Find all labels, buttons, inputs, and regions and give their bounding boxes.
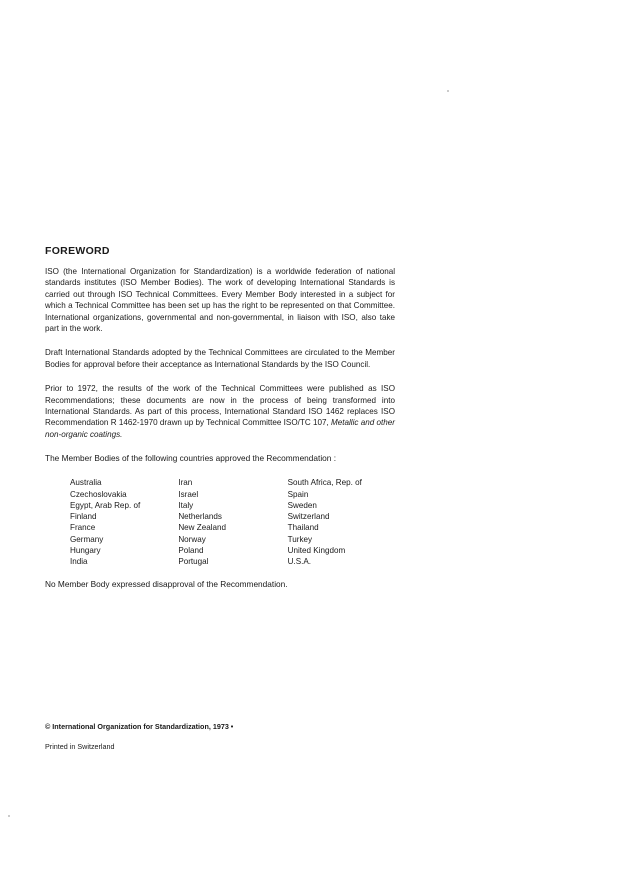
- country-item: France: [70, 523, 96, 533]
- country-column-2: [178, 477, 287, 567]
- country-item: Switzerland: [287, 512, 330, 522]
- country-item: Netherlands: [178, 512, 222, 522]
- country-item: Spain: [287, 489, 309, 499]
- scan-speck: [8, 815, 10, 817]
- footer: [45, 722, 233, 751]
- country-item: Iran: [178, 478, 193, 488]
- paragraph-draft-standards: Draft International Standards adopted by the Technical Committees are circulated to the Member Bodies for approval before their acceptance as International Standards by the ISO Council.: [45, 348, 395, 369]
- country-item: Norway: [178, 534, 206, 544]
- approval-lead: The Member Bodies of the following countries approved the Recommendation :: [45, 453, 337, 464]
- country-item: South Africa, Rep. of: [287, 478, 362, 488]
- country-item: Poland: [178, 546, 204, 556]
- country-item: Hungary: [70, 546, 101, 556]
- country-item: New Zealand: [178, 523, 227, 533]
- country-item: Finland: [70, 512, 97, 522]
- country-item: Czechoslovakia: [70, 489, 127, 499]
- country-item: Sweden: [287, 500, 317, 510]
- country-column-3: [288, 477, 395, 567]
- committee-title: Metallic and other non-organic coatings.: [45, 418, 395, 439]
- country-item: Australia: [70, 478, 102, 488]
- copyright-line: © International Organization for Standardization, 1973 •: [45, 722, 234, 731]
- country-item: Turkey: [287, 534, 313, 544]
- country-item: Israel: [178, 489, 199, 499]
- country-item: Thailand: [287, 523, 319, 533]
- country-item: Egypt, Arab Rep. of: [70, 500, 141, 510]
- country-list: [70, 477, 395, 567]
- country-item: Germany: [70, 534, 104, 544]
- printed-in: Printed in Switzerland: [45, 742, 115, 751]
- paragraph-history: [45, 383, 395, 440]
- foreword-heading: FOREWORD: [45, 245, 110, 257]
- paragraph-history-text: Prior to 1972, the results of the work of the Technical Committees were published as ISO Recommendations; these documents are now in the process of being transformed into International Standards. As part of this process, International Standard ISO 1462 replaces ISO Recommendation R 1462-1970 drawn up by Technical Committee ISO/TC 107,: [45, 384, 395, 428]
- country-item: Portugal: [178, 557, 209, 567]
- country-column-1: [70, 477, 178, 567]
- country-item: U.S.A.: [287, 557, 312, 567]
- country-item: India: [70, 557, 88, 567]
- country-item: United Kingdom: [287, 546, 346, 556]
- foreword-section: [45, 245, 395, 589]
- country-item: Italy: [178, 500, 194, 510]
- disapproval-note: No Member Body expressed disapproval of the Recommendation.: [45, 578, 288, 589]
- paragraph-iso-intro: ISO (the International Organization for Standardization) is a worldwide federation of national standards institutes (ISO Member Bodies). The work of developing International Standards is carried out through ISO Technical Committees. Every Member Body interested in a subject for which a Technical Committee has been set up has the right to be represented on that Committee. International organizations, governmental and non-governmental, in liaison with ISO, also take part in the work.: [45, 267, 395, 334]
- scan-speck: [447, 90, 449, 92]
